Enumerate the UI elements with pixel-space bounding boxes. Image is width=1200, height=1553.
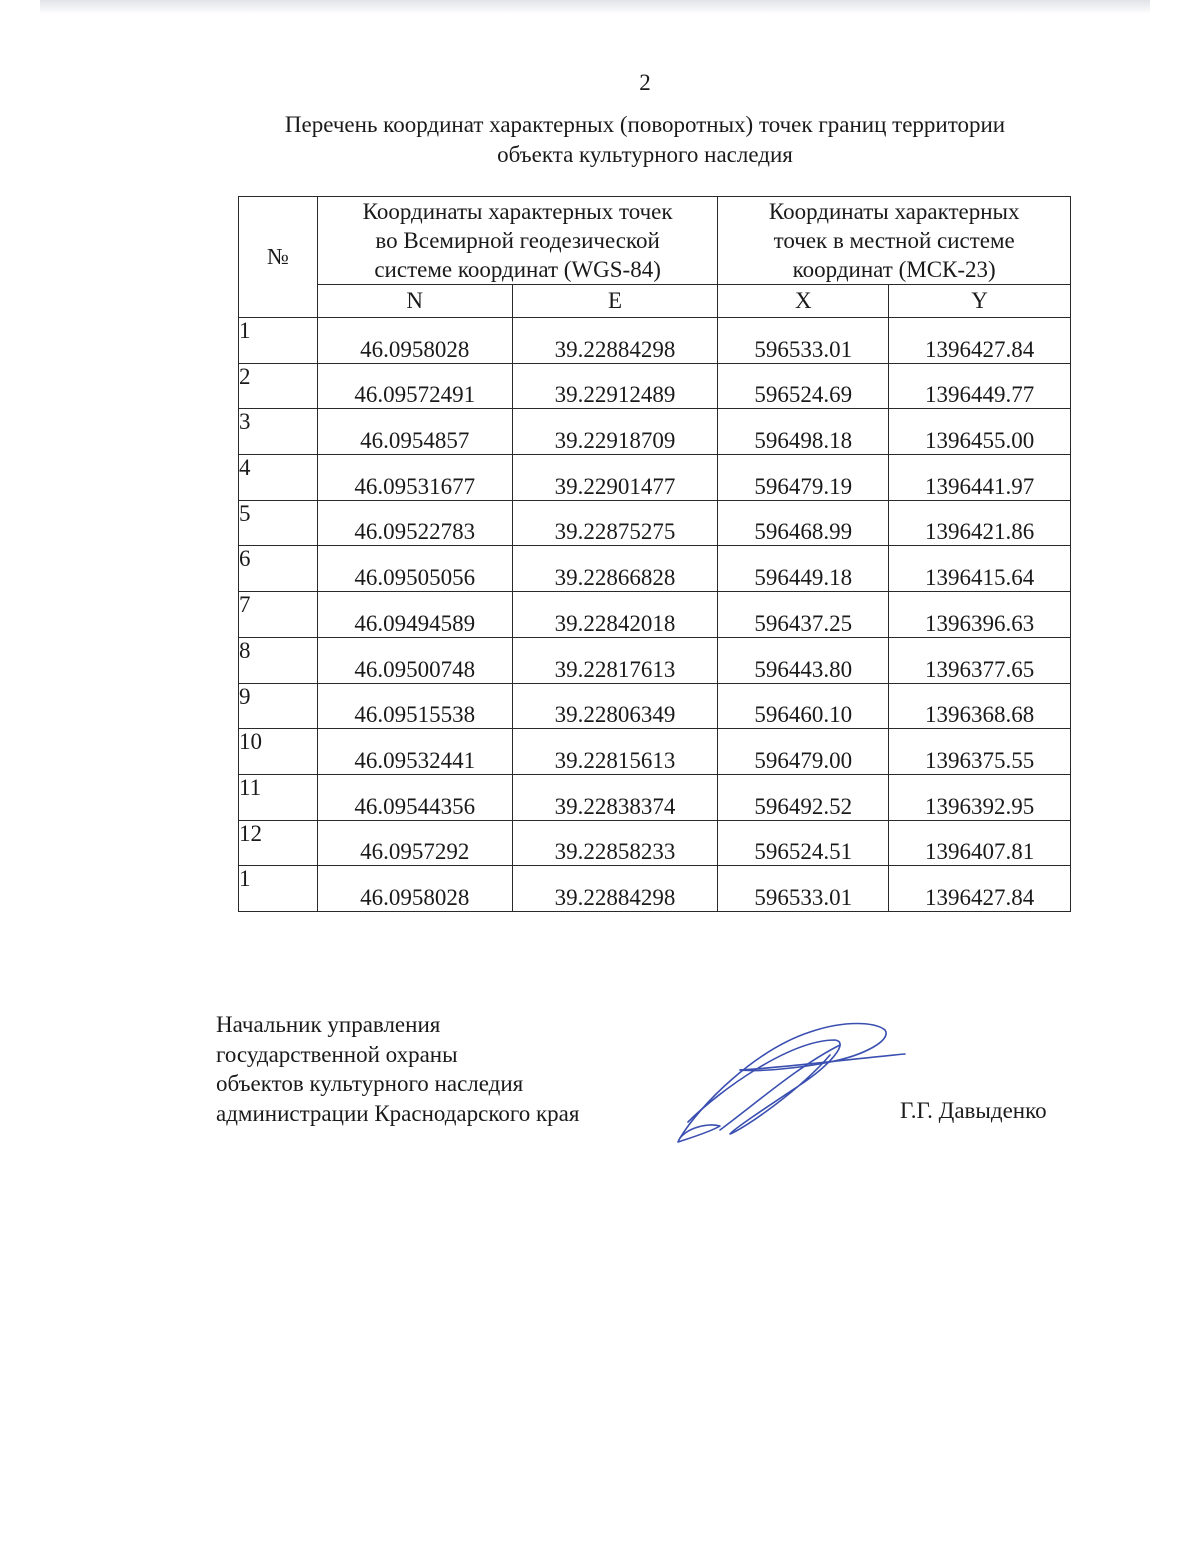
cell-n: 46.0958028	[317, 866, 512, 912]
table-row	[239, 592, 1071, 638]
cell-e: 39.22838374	[512, 774, 718, 820]
cell-number: 10	[239, 729, 318, 775]
cell-number: 12	[239, 820, 318, 866]
cell-x: 596498.18	[718, 409, 889, 455]
cell-n: 46.0954857	[317, 409, 512, 455]
cell-n: 46.09494589	[317, 592, 512, 638]
cell-number: 9	[239, 683, 318, 729]
cell-number: 1	[239, 318, 318, 364]
coordinates-table	[238, 196, 1071, 912]
cell-n: 46.09505056	[317, 546, 512, 592]
header-msk-line-2: точек в местной системе	[773, 228, 1015, 253]
cell-number: 3	[239, 409, 318, 455]
title-line-2: объекта культурного наследия	[497, 142, 793, 167]
cell-x: 596524.69	[718, 363, 889, 409]
cell-x: 596468.99	[718, 500, 889, 546]
cell-n: 46.09531677	[317, 455, 512, 501]
cell-x: 596479.19	[718, 455, 889, 501]
signatory-position	[216, 1010, 579, 1128]
position-line-1: Начальник управления	[216, 1012, 441, 1037]
header-number: №	[239, 197, 318, 318]
table-row	[239, 820, 1071, 866]
cell-number: 6	[239, 546, 318, 592]
cell-y: 1396377.65	[889, 637, 1071, 683]
cell-e: 39.22875275	[512, 500, 718, 546]
cell-e: 39.22912489	[512, 363, 718, 409]
scan-edge-smudge	[40, 0, 1150, 14]
cell-y: 1396375.55	[889, 729, 1071, 775]
table-row	[239, 455, 1071, 501]
header-wgs-line-1: Координаты характерных точек	[362, 199, 673, 224]
cell-y: 1396427.84	[889, 318, 1071, 364]
cell-y: 1396368.68	[889, 683, 1071, 729]
title-line-1: Перечень координат характерных (поворотных) точек границ территории	[284, 112, 1006, 137]
header-e: E	[512, 285, 718, 318]
cell-e: 39.22815613	[512, 729, 718, 775]
cell-x: 596437.25	[718, 592, 889, 638]
cell-x: 596449.18	[718, 546, 889, 592]
table-row	[239, 774, 1071, 820]
cell-e: 39.22918709	[512, 409, 718, 455]
cell-n: 46.09572491	[317, 363, 512, 409]
cell-n: 46.09522783	[317, 500, 512, 546]
cell-x: 596533.01	[718, 866, 889, 912]
cell-x: 596524.51	[718, 820, 889, 866]
position-line-4: администрации Краснодарского края	[216, 1100, 580, 1126]
cell-number: 1	[239, 866, 318, 912]
cell-e: 39.22858233	[512, 820, 718, 866]
header-n: N	[317, 285, 512, 318]
header-msk23-group	[718, 197, 1071, 285]
header-wgs84-group	[317, 197, 718, 285]
cell-n: 46.0957292	[317, 820, 512, 866]
cell-x: 596443.80	[718, 637, 889, 683]
cell-number: 7	[239, 592, 318, 638]
cell-e: 39.22817613	[512, 637, 718, 683]
cell-y: 1396441.97	[889, 455, 1071, 501]
cell-n: 46.09544356	[317, 774, 512, 820]
cell-e: 39.22884298	[512, 866, 718, 912]
table-row	[239, 683, 1071, 729]
table-row	[239, 500, 1071, 546]
table-row	[239, 318, 1071, 364]
cell-e: 39.22866828	[512, 546, 718, 592]
position-line-2: государственной охраны	[216, 1041, 458, 1067]
cell-e: 39.22901477	[512, 455, 718, 501]
cell-x: 596492.52	[718, 774, 889, 820]
header-x: X	[718, 285, 889, 318]
cell-number: 11	[239, 774, 318, 820]
handwritten-signature	[660, 1010, 920, 1150]
cell-x: 596533.01	[718, 318, 889, 364]
cell-y: 1396421.86	[889, 500, 1071, 546]
header-wgs-line-2: во Всемирной геодезической	[375, 228, 660, 253]
cell-n: 46.09532441	[317, 729, 512, 775]
cell-y: 1396396.63	[889, 592, 1071, 638]
table-row	[239, 637, 1071, 683]
cell-n: 46.09515538	[317, 683, 512, 729]
table-row	[239, 866, 1071, 912]
header-msk-line-3: координат (МСК-23)	[792, 257, 996, 282]
cell-n: 46.0958028	[317, 318, 512, 364]
cell-number: 5	[239, 500, 318, 546]
cell-e: 39.22884298	[512, 318, 718, 364]
table-row	[239, 546, 1071, 592]
cell-e: 39.22806349	[512, 683, 718, 729]
cell-y: 1396407.81	[889, 820, 1071, 866]
cell-y: 1396449.77	[889, 363, 1071, 409]
table-row	[239, 729, 1071, 775]
signer-name: Г.Г. Давыденко	[900, 1098, 1047, 1123]
document-title	[0, 110, 1200, 170]
header-msk-line-1: Координаты характерных	[768, 199, 1020, 224]
cell-x: 596460.10	[718, 683, 889, 729]
table-row	[239, 409, 1071, 455]
cell-y: 1396415.64	[889, 546, 1071, 592]
cell-number: 2	[239, 363, 318, 409]
page-number: 2	[639, 70, 651, 95]
cell-number: 4	[239, 455, 318, 501]
header-y: Y	[889, 285, 1071, 318]
header-wgs-line-3: системе координат (WGS-84)	[374, 257, 661, 282]
cell-y: 1396392.95	[889, 774, 1071, 820]
cell-number: 8	[239, 637, 318, 683]
table-row	[239, 363, 1071, 409]
position-line-3: объектов культурного наследия	[216, 1071, 524, 1096]
cell-n: 46.09500748	[317, 637, 512, 683]
cell-e: 39.22842018	[512, 592, 718, 638]
cell-y: 1396455.00	[889, 409, 1071, 455]
cell-x: 596479.00	[718, 729, 889, 775]
cell-y: 1396427.84	[889, 866, 1071, 912]
